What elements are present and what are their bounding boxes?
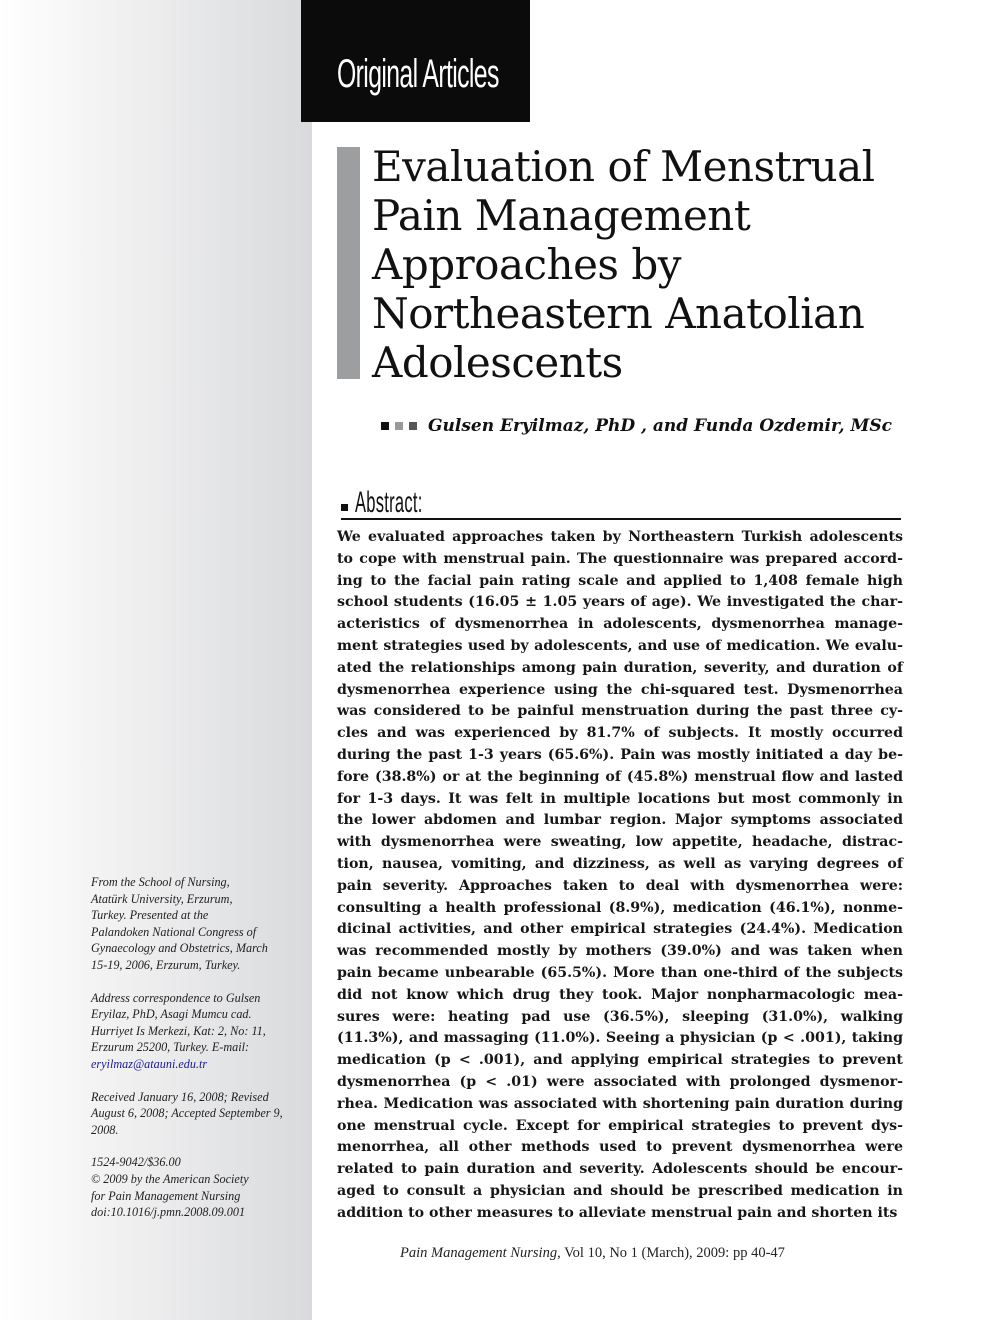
note-line: 2008. [91,1122,119,1137]
abstract-line: dysmenorrhea (p < .01) were associated with prolonged dysmenor- [337,1073,903,1090]
abstract-line: with dysmenorrhea were sweating, low appetite, headache, distrac- [337,834,903,851]
abstract-line: medication (p < .001), and applying empirical strategies to prevent [337,1052,903,1069]
title-line: Northeastern Anatolian [372,289,865,338]
note-line: Received January 16, 2008; Revised [91,1089,269,1104]
abstract-line: We evaluated approaches taken by Northeastern Turkish adolescents [337,529,903,545]
journal-name: Pain Management Nursing [400,1245,558,1261]
abstract-heading-label: Abstract: [355,486,423,519]
email-link[interactable]: eryilmaz@atauni.edu.tr [91,1056,208,1071]
abstract-line: acteristics of dysmenorrhea in adolescents, dysmenorrhea manage- [337,616,903,633]
abstract-line: aged to consult a physician and should be prescribed medication in [337,1182,903,1199]
note-line: August 6, 2008; Accepted September 9, [91,1106,283,1121]
abstract-line: ment strategies used by adolescents, and use of medication. We evalu- [337,637,903,654]
abstract-line: pain severity. Approaches taken to deal with dysmenorrhea were: [337,877,903,894]
abstract-line: one menstrual cycle. Except for empirical strategies to prevent dys- [337,1117,903,1134]
abstract-line: was recommended mostly by mothers (39.0%) and was taken when [337,943,903,960]
abstract-line: the lower abdomen and lumbar region. Major symptoms associated [337,812,903,829]
journal-footer [400,1245,785,1262]
abstract-line: pain became unbearable (65.5%). More than one-third of the subjects [337,964,903,981]
note-line: 1524-9042/$36.00 [91,1155,181,1170]
title-line: Adolescents [372,338,623,387]
copyright [91,1154,316,1220]
abstract-line: school students (16.05 ± 1.05 years of age). We investigated the char- [337,594,903,611]
correspondence [91,990,316,1073]
abstract-line: to cope with menstrual pain. The questionnaire was prepared accord- [337,550,903,567]
abstract-line: dysmenorrhea experience using the chi-squared test. Dysmenorrhea [337,681,903,698]
abstract-line: related to pain duration and severity. Adolescents should be encour- [337,1161,903,1178]
abstract-line: cles and was experienced by 81.7% of subjects. It mostly occurred [337,725,903,742]
note-line: Eryilaz, PhD, Asagi Mumcu cad. [91,1007,252,1022]
note-line: Palandoken National Congress of [91,924,257,939]
note-line: Atatürk University, Erzurum, [91,891,233,906]
abstract-line: ing to the facial pain rating scale and applied to 1,408 female high [337,572,903,589]
abstract-line: rhea. Medication was associated with shortening pain duration during [337,1095,903,1112]
authors: Gulsen Eryilmaz, PhD , and Funda Ozdemir, MSc [428,416,892,436]
abstract-line: during the past 1-3 years (65.6%). Pain was mostly initiated a day be- [337,746,903,763]
title-accent-bar [337,147,360,379]
bullet-square-icon [409,422,417,430]
abstract-line: (11.3%), and massaging (11.0%). Seeing a physician (p < .001), taking [337,1030,903,1047]
abstract-line: tion, nausea, vomiting, and dizziness, as well as varying degrees of [337,855,903,872]
abstract-body [337,527,903,1225]
abstract-heading [341,486,901,520]
note-line: for Pain Management Nursing [91,1188,241,1203]
abstract-line: fore (38.8%) or at the beginning of (45.8%) menstrual flow and lasted [337,768,903,785]
title-line: Pain Management [372,191,751,240]
abstract-line: ated the relationships among pain duration, severity, and duration of [337,659,903,676]
affiliation [91,874,316,974]
abstract-line: sures were: heating pad use (36.5%), sleeping (31.0%), walking [337,1008,903,1025]
abstract-line: for 1-3 days. It was felt in multiple locations but most commonly in [337,790,903,807]
abstract-line: consulting a health professional (8.9%), medication (46.1%), nonme- [337,899,903,916]
abstract-line: did not know which drug they took. Major nonpharmacologic mea- [337,986,903,1003]
journal-citation: , Vol 10, No 1 (March), 2009: pp 40-47 [557,1245,785,1261]
title-line: Approaches by [372,240,681,289]
note-line: © 2009 by the American Society [91,1171,249,1186]
note-line: 15-19, 2006, Erzurum, Turkey. [91,957,241,972]
note-line: Erzurum 25200, Turkey. E-mail: [91,1040,250,1055]
note-line: Address correspondence to Gulsen [91,990,261,1005]
front-matter-notes [91,874,316,1221]
received-dates [91,1089,316,1139]
title-line: Evaluation of Menstrual [372,142,875,191]
note-line: From the School of Nursing, [91,875,230,889]
abstract-line: dicinal activities, and other empirical strategies (24.4%). Medication [337,921,903,938]
section-label: Original Articles [337,52,499,96]
abstract-line: addition to other measures to alleviate menstrual pain and shorten its [337,1204,898,1221]
bullet-square-icon [381,422,389,430]
abstract-line: was considered to be painful menstruation during the past three cy- [337,703,903,720]
note-line: Turkey. Presented at the [91,908,209,923]
abstract-line: menorrhea, all other methods used to prevent dysmenorrhea were [337,1139,903,1156]
article-title [372,142,952,387]
bullet-square-icon [341,504,348,511]
note-line: Hurriyet Is Merkezi, Kat: 2, No: 11, [91,1023,266,1038]
bullet-square-icon [395,422,403,430]
section-tab [301,0,530,122]
note-line: Gynaecology and Obstetrics, March [91,941,268,956]
note-line: doi:10.1016/j.pmn.2008.09.001 [91,1205,246,1220]
